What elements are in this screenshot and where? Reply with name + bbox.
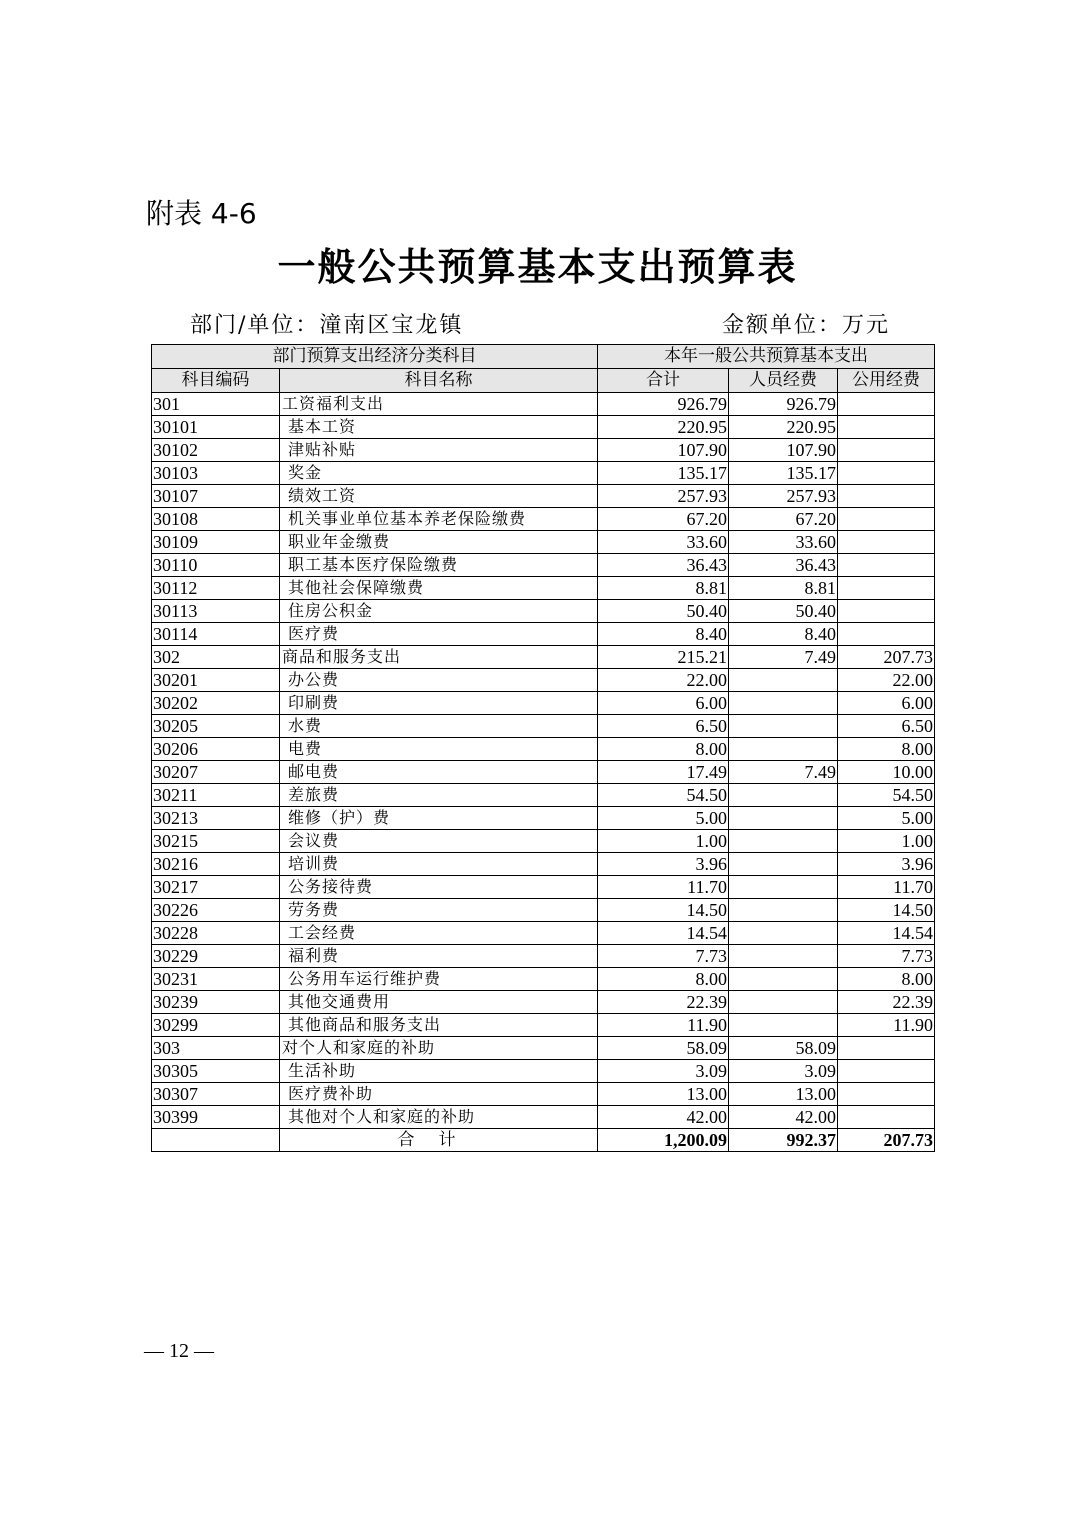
row-total: 8.00 (598, 738, 729, 761)
col-header-public: 公用经费 (838, 369, 935, 393)
table-row (152, 623, 935, 646)
table-row (152, 1083, 935, 1106)
table-row (152, 1037, 935, 1060)
row-total: 215.21 (598, 646, 729, 669)
row-name: 对个人和家庭的补助 (280, 1037, 598, 1060)
table-row (152, 738, 935, 761)
row-public (838, 600, 935, 623)
row-total: 926.79 (598, 393, 729, 416)
table-row (152, 807, 935, 830)
row-total: 107.90 (598, 439, 729, 462)
row-name: 机关事业单位基本养老保险缴费 (280, 508, 598, 531)
row-personnel (729, 991, 838, 1014)
table-row (152, 784, 935, 807)
row-name: 商品和服务支出 (280, 646, 598, 669)
row-code: 301 (152, 393, 280, 416)
row-code: 30201 (152, 669, 280, 692)
row-personnel: 7.49 (729, 761, 838, 784)
row-total: 22.00 (598, 669, 729, 692)
table-row (152, 830, 935, 853)
row-name: 其他交通费用 (280, 991, 598, 1014)
row-name: 职工基本医疗保险缴费 (280, 554, 598, 577)
row-total: 8.00 (598, 968, 729, 991)
row-public (838, 485, 935, 508)
table-body (152, 393, 935, 1129)
row-public (838, 1106, 935, 1129)
row-name: 会议费 (280, 830, 598, 853)
row-personnel (729, 922, 838, 945)
row-name: 其他对个人和家庭的补助 (280, 1106, 598, 1129)
row-code: 30108 (152, 508, 280, 531)
row-name: 邮电费 (280, 761, 598, 784)
row-name: 绩效工资 (280, 485, 598, 508)
row-name: 公务接待费 (280, 876, 598, 899)
row-total: 67.20 (598, 508, 729, 531)
table-row (152, 531, 935, 554)
total-public: 207.73 (838, 1129, 935, 1152)
row-total: 11.90 (598, 1014, 729, 1037)
row-total: 11.70 (598, 876, 729, 899)
row-personnel (729, 899, 838, 922)
table-row (152, 1014, 935, 1037)
department-label: 部门/单位：潼南区宝龙镇 (190, 313, 464, 338)
row-total: 54.50 (598, 784, 729, 807)
table-row (152, 1106, 935, 1129)
table-row (152, 922, 935, 945)
table-row (152, 715, 935, 738)
page-title: 一般公共预算基本支出预算表 (277, 244, 798, 289)
row-code: 30103 (152, 462, 280, 485)
row-code: 30102 (152, 439, 280, 462)
row-public: 8.00 (838, 738, 935, 761)
row-public (838, 554, 935, 577)
row-code: 30399 (152, 1106, 280, 1129)
row-public: 10.00 (838, 761, 935, 784)
row-code: 302 (152, 646, 280, 669)
row-personnel: 36.43 (729, 554, 838, 577)
total-sum: 1,200.09 (598, 1129, 729, 1152)
table-row (152, 669, 935, 692)
group-header-left: 部门预算支出经济分类科目 (152, 345, 598, 369)
row-name: 工资福利支出 (280, 393, 598, 416)
row-name: 奖金 (280, 462, 598, 485)
row-total: 5.00 (598, 807, 729, 830)
row-code: 30217 (152, 876, 280, 899)
row-public (838, 439, 935, 462)
row-public: 5.00 (838, 807, 935, 830)
table-row (152, 968, 935, 991)
appendix-label: 附表 4-6 (146, 197, 257, 230)
row-name: 公务用车运行维护费 (280, 968, 598, 991)
row-personnel (729, 669, 838, 692)
row-personnel: 13.00 (729, 1083, 838, 1106)
row-personnel (729, 830, 838, 853)
row-total: 220.95 (598, 416, 729, 439)
total-row (152, 1129, 935, 1152)
row-code: 30231 (152, 968, 280, 991)
row-total: 33.60 (598, 531, 729, 554)
total-code-cell (152, 1129, 280, 1152)
row-personnel: 257.93 (729, 485, 838, 508)
row-public: 14.50 (838, 899, 935, 922)
row-personnel: 7.49 (729, 646, 838, 669)
row-code: 30216 (152, 853, 280, 876)
table-row (152, 853, 935, 876)
row-personnel: 50.40 (729, 600, 838, 623)
row-total: 7.73 (598, 945, 729, 968)
row-public: 207.73 (838, 646, 935, 669)
row-public: 6.50 (838, 715, 935, 738)
table-row (152, 416, 935, 439)
row-name: 福利费 (280, 945, 598, 968)
row-code: 30211 (152, 784, 280, 807)
amount-unit-label: 金额单位：万元 (722, 313, 891, 338)
table-row (152, 945, 935, 968)
row-public: 3.96 (838, 853, 935, 876)
row-personnel: 8.81 (729, 577, 838, 600)
row-public (838, 508, 935, 531)
row-public: 22.00 (838, 669, 935, 692)
row-personnel (729, 853, 838, 876)
table-row (152, 761, 935, 784)
column-header-row (152, 369, 935, 393)
row-personnel: 67.20 (729, 508, 838, 531)
row-name: 其他商品和服务支出 (280, 1014, 598, 1037)
row-personnel: 3.09 (729, 1060, 838, 1083)
row-public: 54.50 (838, 784, 935, 807)
row-name: 差旅费 (280, 784, 598, 807)
row-code: 30207 (152, 761, 280, 784)
row-name: 印刷费 (280, 692, 598, 715)
row-personnel (729, 715, 838, 738)
row-total: 14.54 (598, 922, 729, 945)
row-public: 11.70 (838, 876, 935, 899)
row-public (838, 393, 935, 416)
row-total: 17.49 (598, 761, 729, 784)
group-header-row (152, 345, 935, 369)
row-personnel: 33.60 (729, 531, 838, 554)
row-public: 8.00 (838, 968, 935, 991)
row-personnel (729, 738, 838, 761)
row-code: 30215 (152, 830, 280, 853)
row-total: 6.00 (598, 692, 729, 715)
budget-table (151, 344, 935, 1152)
row-public: 6.00 (838, 692, 935, 715)
row-total: 8.81 (598, 577, 729, 600)
row-public: 11.90 (838, 1014, 935, 1037)
total-personnel: 992.37 (729, 1129, 838, 1152)
row-code: 30229 (152, 945, 280, 968)
table-row (152, 991, 935, 1014)
row-total: 14.50 (598, 899, 729, 922)
col-header-personnel: 人员经费 (729, 369, 838, 393)
table-row (152, 393, 935, 416)
row-code: 30112 (152, 577, 280, 600)
table-row (152, 508, 935, 531)
row-name: 住房公积金 (280, 600, 598, 623)
row-personnel: 42.00 (729, 1106, 838, 1129)
table-row (152, 439, 935, 462)
table-row (152, 600, 935, 623)
row-code: 30109 (152, 531, 280, 554)
row-total: 36.43 (598, 554, 729, 577)
row-total: 135.17 (598, 462, 729, 485)
row-code: 30205 (152, 715, 280, 738)
table-row (152, 876, 935, 899)
row-code: 30110 (152, 554, 280, 577)
row-name: 劳务费 (280, 899, 598, 922)
row-total: 3.09 (598, 1060, 729, 1083)
row-total: 50.40 (598, 600, 729, 623)
row-name: 医疗费补助 (280, 1083, 598, 1106)
row-personnel (729, 968, 838, 991)
row-code: 30239 (152, 991, 280, 1014)
row-code: 30307 (152, 1083, 280, 1106)
table-row (152, 554, 935, 577)
row-total: 6.50 (598, 715, 729, 738)
row-code: 30226 (152, 899, 280, 922)
row-code: 30228 (152, 922, 280, 945)
row-name: 办公费 (280, 669, 598, 692)
table-row (152, 692, 935, 715)
row-total: 8.40 (598, 623, 729, 646)
row-public: 7.73 (838, 945, 935, 968)
row-personnel (729, 807, 838, 830)
group-header-right: 本年一般公共预算基本支出 (598, 345, 935, 369)
row-public (838, 623, 935, 646)
col-header-total: 合计 (598, 369, 729, 393)
row-name: 基本工资 (280, 416, 598, 439)
row-personnel (729, 876, 838, 899)
total-label: 合计 (280, 1129, 598, 1152)
col-header-name: 科目名称 (280, 369, 598, 393)
row-total: 13.00 (598, 1083, 729, 1106)
row-code: 30299 (152, 1014, 280, 1037)
table-row (152, 577, 935, 600)
row-name: 维修（护）费 (280, 807, 598, 830)
row-public: 14.54 (838, 922, 935, 945)
row-public: 22.39 (838, 991, 935, 1014)
row-personnel (729, 692, 838, 715)
row-name: 其他社会保障缴费 (280, 577, 598, 600)
table-row (152, 646, 935, 669)
row-code: 30213 (152, 807, 280, 830)
row-personnel: 8.40 (729, 623, 838, 646)
row-public (838, 416, 935, 439)
col-header-code: 科目编码 (152, 369, 280, 393)
row-personnel (729, 945, 838, 968)
row-personnel: 107.90 (729, 439, 838, 462)
row-personnel (729, 784, 838, 807)
row-personnel: 135.17 (729, 462, 838, 485)
row-name: 生活补助 (280, 1060, 598, 1083)
row-public (838, 462, 935, 485)
row-total: 1.00 (598, 830, 729, 853)
row-public (838, 1083, 935, 1106)
row-personnel: 926.79 (729, 393, 838, 416)
row-name: 职业年金缴费 (280, 531, 598, 554)
row-code: 30101 (152, 416, 280, 439)
table-row (152, 899, 935, 922)
row-total: 3.96 (598, 853, 729, 876)
row-name: 培训费 (280, 853, 598, 876)
row-public (838, 531, 935, 554)
row-code: 30305 (152, 1060, 280, 1083)
row-code: 303 (152, 1037, 280, 1060)
row-personnel: 220.95 (729, 416, 838, 439)
table-row (152, 1060, 935, 1083)
row-name: 电费 (280, 738, 598, 761)
row-name: 医疗费 (280, 623, 598, 646)
row-name: 水费 (280, 715, 598, 738)
row-personnel: 58.09 (729, 1037, 838, 1060)
row-name: 工会经费 (280, 922, 598, 945)
row-code: 30113 (152, 600, 280, 623)
row-code: 30202 (152, 692, 280, 715)
table-row (152, 462, 935, 485)
row-name: 津贴补贴 (280, 439, 598, 462)
row-code: 30114 (152, 623, 280, 646)
row-public (838, 577, 935, 600)
row-public: 1.00 (838, 830, 935, 853)
row-total: 257.93 (598, 485, 729, 508)
row-total: 58.09 (598, 1037, 729, 1060)
row-public (838, 1037, 935, 1060)
row-total: 42.00 (598, 1106, 729, 1129)
table-row (152, 485, 935, 508)
row-personnel (729, 1014, 838, 1037)
row-code: 30206 (152, 738, 280, 761)
row-code: 30107 (152, 485, 280, 508)
row-public (838, 1060, 935, 1083)
row-total: 22.39 (598, 991, 729, 1014)
page-number: — 12 — (144, 1340, 214, 1362)
